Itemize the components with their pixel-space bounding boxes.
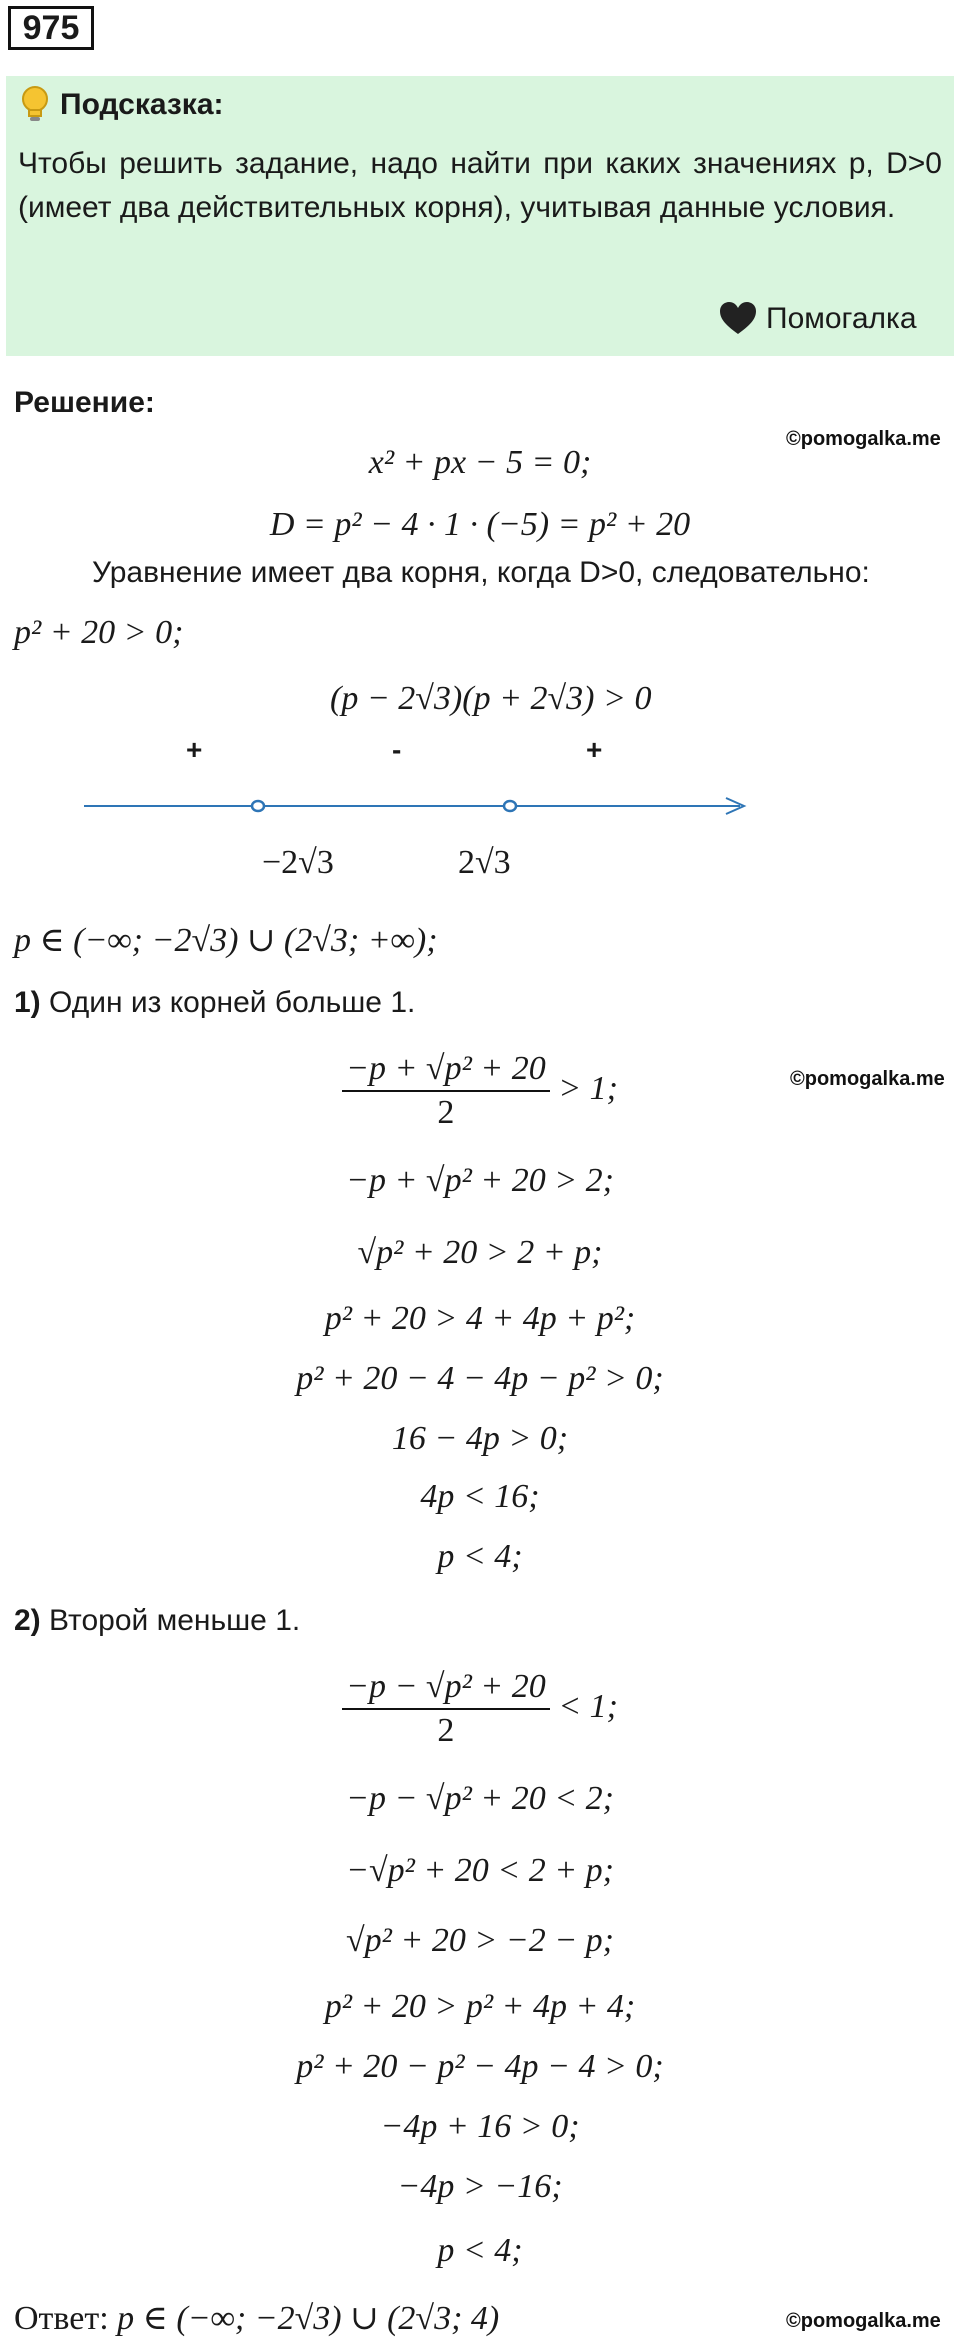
inequality-1: p² + 20 > 0; bbox=[14, 614, 184, 651]
watermark-3: ©pomogalka.me bbox=[786, 2310, 941, 2332]
part1-step: 16 − 4p > 0; bbox=[391, 1420, 569, 1457]
number-line bbox=[80, 790, 760, 820]
part2-title: Второй меньше 1. bbox=[49, 1604, 301, 1637]
part2-heading bbox=[14, 1604, 300, 1638]
part2-fraction-inequality bbox=[0, 1668, 960, 1750]
part2-fraction-denominator: 2 bbox=[437, 1712, 455, 1749]
part2-step: √p² + 20 > −2 − p; bbox=[346, 1922, 614, 1959]
part2-step: p² + 20 > p² + 4p + 4; bbox=[324, 1988, 636, 2025]
part1-step: p < 4; bbox=[437, 1538, 523, 1575]
sign-right: + bbox=[586, 734, 603, 765]
brand-name: Помогалка bbox=[766, 302, 917, 335]
point-label-left: −2√3 bbox=[262, 844, 334, 881]
intro-sentence: Уравнение имеет два корня, когда D>0, следовательно: bbox=[92, 556, 870, 589]
heart-icon bbox=[718, 300, 758, 341]
part2-fraction-tail: < 1; bbox=[558, 1687, 618, 1725]
part1-title: Один из корней больше 1. bbox=[49, 986, 416, 1019]
point-left bbox=[252, 801, 264, 811]
part2-fraction-numerator: −p − √p² + 20 bbox=[342, 1668, 550, 1710]
part1-heading bbox=[14, 986, 415, 1020]
part1-step: √p² + 20 > 2 + p; bbox=[357, 1234, 603, 1271]
part1-fraction-tail: > 1; bbox=[558, 1069, 618, 1107]
sign-middle: - bbox=[392, 734, 402, 765]
equation-1: x² + px − 5 = 0; bbox=[368, 444, 592, 481]
part2-step: −4p > −16; bbox=[397, 2168, 563, 2205]
task-number-badge: 975 bbox=[8, 6, 94, 50]
solution-set-1: p ∈ (−∞; −2√3) ∪ (2√3; +∞); bbox=[14, 922, 438, 959]
part2-fraction bbox=[342, 1668, 550, 1750]
part1-number: 1) bbox=[14, 986, 41, 1019]
part1-fraction-denominator: 2 bbox=[437, 1094, 455, 1131]
sign-left: + bbox=[186, 734, 203, 765]
solution-label: Решение: bbox=[14, 386, 155, 419]
hint-text: Чтобы решить задание, надо найти при каких значениях p, D>0 (имеет два действительных корня), учитывая данные условия. bbox=[18, 147, 942, 224]
inequality-factored: (p − 2√3)(p + 2√3) > 0 bbox=[330, 680, 652, 717]
part1-fraction-numerator: −p + √p² + 20 bbox=[342, 1050, 550, 1092]
part2-step: −4p + 16 > 0; bbox=[380, 2108, 580, 2145]
answer bbox=[14, 2298, 499, 2338]
part2-step: p < 4; bbox=[437, 2232, 523, 2269]
answer-label: Ответ: bbox=[14, 2300, 109, 2337]
part1-fraction bbox=[342, 1050, 550, 1132]
part1-step: −p + √p² + 20 > 2; bbox=[346, 1162, 614, 1199]
part1-step: p² + 20 − 4 − 4p − p² > 0; bbox=[296, 1360, 664, 1397]
watermark: ©pomogalka.me bbox=[786, 428, 941, 450]
part2-step: p² + 20 − p² − 4p − 4 > 0; bbox=[296, 2048, 664, 2085]
part2-step: −√p² + 20 < 2 + p; bbox=[346, 1852, 614, 1889]
part1-fraction-inequality bbox=[0, 1050, 960, 1132]
part1-step: p² + 20 > 4 + 4p + p²; bbox=[324, 1300, 636, 1337]
part2-step: −p − √p² + 20 < 2; bbox=[346, 1780, 614, 1817]
point-right bbox=[504, 801, 516, 811]
hint-title: Подсказка: bbox=[60, 88, 224, 121]
lightbulb-icon bbox=[18, 84, 52, 129]
equation-discriminant: D = p² − 4 · 1 · (−5) = p² + 20 bbox=[269, 506, 691, 543]
watermark-2: ©pomogalka.me bbox=[790, 1068, 945, 1090]
answer-value: p ∈ (−∞; −2√3) ∪ (2√3; 4) bbox=[117, 2300, 500, 2337]
point-label-right: 2√3 bbox=[458, 844, 511, 881]
part2-number: 2) bbox=[14, 1604, 41, 1637]
part1-step: 4p < 16; bbox=[420, 1478, 540, 1515]
